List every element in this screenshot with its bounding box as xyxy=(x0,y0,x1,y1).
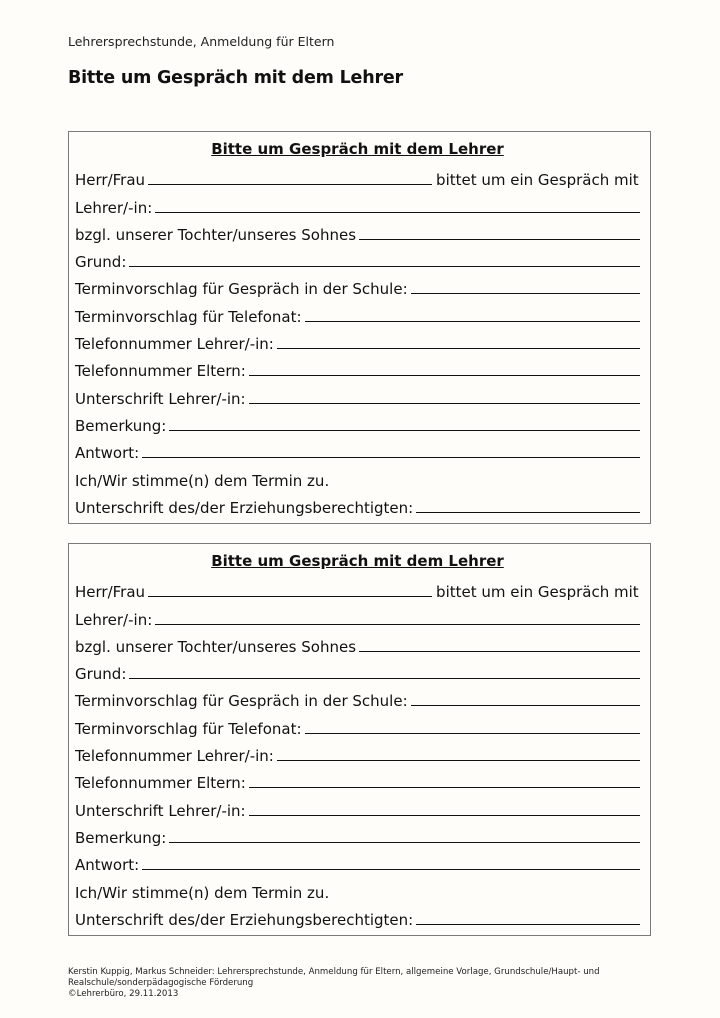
herr-frau-row xyxy=(75,162,640,189)
termin-schule-field[interactable] xyxy=(411,704,640,706)
signature-field[interactable] xyxy=(416,923,640,925)
telefon-eltern-field[interactable] xyxy=(249,374,640,376)
signature-field[interactable] xyxy=(416,511,640,513)
termin-schule-field[interactable] xyxy=(411,292,640,294)
herr-frau-row xyxy=(75,574,640,601)
field-label: Antwort: xyxy=(75,444,140,463)
antwort-field[interactable] xyxy=(142,868,640,870)
request-form-1 xyxy=(68,131,651,524)
telefon-lehrer-field[interactable] xyxy=(277,347,640,349)
field-label: Unterschrift des/der Erziehungsberechtigten: xyxy=(75,910,414,929)
antwort-row xyxy=(75,847,640,874)
field-label: bzgl. unserer Tochter/unseres Sohnes xyxy=(75,637,357,656)
antwort-field[interactable] xyxy=(142,456,640,458)
telefon-eltern-row xyxy=(75,353,640,380)
field-label: Lehrer/-in: xyxy=(75,610,153,629)
telefon-lehrer-row xyxy=(75,738,640,765)
field-label: Unterschrift Lehrer/-in: xyxy=(75,389,246,408)
field-label: Bemerkung: xyxy=(75,828,167,847)
field-suffix: bittet um ein Gespräch mit xyxy=(436,583,639,602)
lehrer-field[interactable] xyxy=(155,211,640,213)
unterschrift-lehrer-field[interactable] xyxy=(249,814,640,816)
lehrer-field[interactable] xyxy=(155,623,640,625)
grund-row xyxy=(75,244,640,271)
kind-row xyxy=(75,217,640,244)
field-label: Terminvorschlag für Telefonat: xyxy=(75,307,302,326)
lehrer-row xyxy=(75,189,640,216)
confirm-row xyxy=(75,874,640,901)
kind-field[interactable] xyxy=(359,238,640,240)
termin-telefon-field[interactable] xyxy=(305,320,640,322)
field-label: Telefonnummer Eltern: xyxy=(75,774,246,793)
bemerkung-row xyxy=(75,408,640,435)
kind-row xyxy=(75,629,640,656)
termin-telefon-field[interactable] xyxy=(305,732,640,734)
kind-field[interactable] xyxy=(359,650,640,652)
field-label: Lehrer/-in: xyxy=(75,198,153,217)
bemerkung-field[interactable] xyxy=(169,429,640,431)
unterschrift-lehrer-row xyxy=(75,792,640,819)
unterschrift-lehrer-row xyxy=(75,380,640,407)
herr-frau-field[interactable] xyxy=(148,183,432,185)
confirm-row xyxy=(75,462,640,489)
page-footer xyxy=(68,967,628,1000)
field-label: Unterschrift des/der Erziehungsberechtigten: xyxy=(75,498,414,517)
unterschrift-lehrer-field[interactable] xyxy=(249,402,640,404)
herr-frau-field[interactable] xyxy=(148,595,432,597)
bemerkung-field[interactable] xyxy=(169,841,640,843)
telefon-lehrer-field[interactable] xyxy=(277,759,640,761)
telefon-eltern-row xyxy=(75,765,640,792)
confirm-text: Ich/Wir stimme(n) dem Termin zu. xyxy=(75,471,330,490)
field-label: Bemerkung: xyxy=(75,416,167,435)
telefon-lehrer-row xyxy=(75,326,640,353)
grund-field[interactable] xyxy=(129,677,640,679)
field-label: Herr/Frau xyxy=(75,583,146,602)
form-heading: Bitte um Gespräch mit dem Lehrer xyxy=(211,552,504,570)
footer-copyright: ©Lehrerbüro, 29.11.2013 xyxy=(68,989,179,999)
field-label: Grund: xyxy=(75,253,127,272)
lehrer-row xyxy=(75,601,640,628)
telefon-eltern-field[interactable] xyxy=(249,786,640,788)
field-label: Telefonnummer Lehrer/-in: xyxy=(75,747,274,766)
field-suffix: bittet um ein Gespräch mit xyxy=(436,171,639,190)
antwort-row xyxy=(75,435,640,462)
signature-row xyxy=(75,902,640,929)
field-label: bzgl. unserer Tochter/unseres Sohnes xyxy=(75,225,357,244)
page-header: Lehrersprechstunde, Anmeldung für Eltern xyxy=(68,34,335,49)
request-form-2 xyxy=(68,543,651,936)
termin-schule-row xyxy=(75,271,640,298)
field-label: Unterschrift Lehrer/-in: xyxy=(75,801,246,820)
grund-field[interactable] xyxy=(129,265,640,267)
confirm-text: Ich/Wir stimme(n) dem Termin zu. xyxy=(75,883,330,902)
field-label: Terminvorschlag für Gespräch in der Schule: xyxy=(75,692,408,711)
field-label: Terminvorschlag für Gespräch in der Schule: xyxy=(75,280,408,299)
field-label: Grund: xyxy=(75,665,127,684)
bemerkung-row xyxy=(75,820,640,847)
field-label: Terminvorschlag für Telefonat: xyxy=(75,719,302,738)
field-label: Telefonnummer Lehrer/-in: xyxy=(75,335,274,354)
grund-row xyxy=(75,656,640,683)
signature-row xyxy=(75,490,640,517)
termin-telefon-row xyxy=(75,298,640,325)
footer-credit: Kerstin Kuppig, Markus Schneider: Lehrersprechstunde, Anmeldung für Eltern, allgemeine Vorlage, Grundschule/Haupt- und xyxy=(68,967,600,977)
form-heading: Bitte um Gespräch mit dem Lehrer xyxy=(211,140,504,158)
field-label: Telefonnummer Eltern: xyxy=(75,362,246,381)
footer-credit-cont: Realschule/sonderpädagogische Förderung xyxy=(68,978,254,988)
field-label: Herr/Frau xyxy=(75,171,146,190)
field-label: Antwort: xyxy=(75,856,140,875)
termin-telefon-row xyxy=(75,710,640,737)
termin-schule-row xyxy=(75,683,640,710)
page-title: Bitte um Gespräch mit dem Lehrer xyxy=(68,68,403,88)
